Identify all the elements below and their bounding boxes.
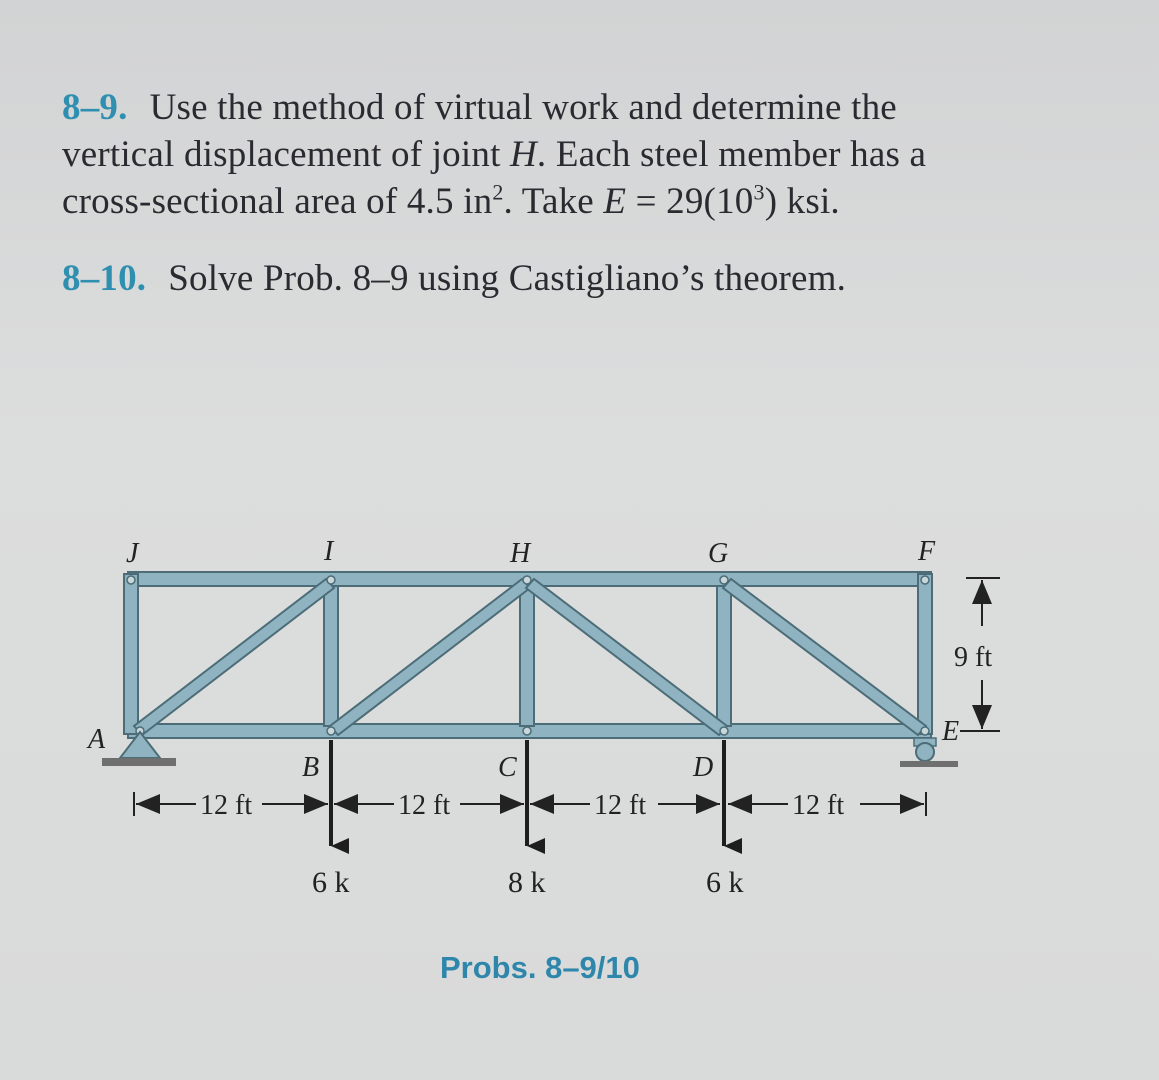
- vertical-member-CH: [520, 586, 534, 726]
- problem-text: = 29(10: [626, 181, 754, 222]
- joint-variable: H: [510, 134, 537, 175]
- problem-number: 8–9.: [62, 87, 128, 128]
- joint-label-A: A: [88, 724, 106, 755]
- height-label: 9 ft: [954, 642, 993, 673]
- span-label: 12 ft: [594, 790, 647, 821]
- point-loads: [331, 740, 724, 846]
- joint-label-J: J: [126, 538, 139, 569]
- vertical-member-DG: [717, 586, 731, 726]
- joint-label-C: C: [498, 752, 517, 783]
- joint-label-D: D: [693, 752, 714, 783]
- joint-label-I: I: [324, 536, 334, 567]
- problem-8-10: [62, 255, 1042, 302]
- diagonal-member-HD: [526, 579, 727, 735]
- modulus-variable: E: [603, 181, 627, 222]
- span-label: 12 ft: [200, 790, 253, 821]
- joint-label-H: H: [510, 538, 531, 569]
- figure-caption: Probs. 8–9/10: [440, 950, 640, 985]
- vertical-member-BI: [324, 586, 338, 726]
- joint-label-G: G: [708, 538, 729, 569]
- joint-label-E: E: [942, 716, 960, 747]
- span-label: 12 ft: [792, 790, 845, 821]
- problem-text: . Each steel member has a: [536, 134, 927, 175]
- diagonal-member-GE: [723, 579, 926, 735]
- diagonal-member-BH: [330, 579, 530, 735]
- exponent: 2: [492, 179, 504, 205]
- joint-label-F: F: [918, 536, 936, 567]
- problem-text: vertical displacement of joint: [62, 134, 510, 175]
- problem-8-10-line: [62, 255, 1042, 302]
- truss-figure: [0, 520, 1159, 1000]
- problem-8-9-line2: [62, 131, 1042, 178]
- load-label-D: 6 k: [706, 866, 744, 899]
- problem-text: Solve Prob. 8–9 using Castigliano’s theorem.: [168, 258, 847, 299]
- problem-text: ) ksi.: [764, 181, 840, 222]
- diagonal-member-AI: [134, 579, 334, 735]
- problem-text: cross-sectional area of 4.5 in: [62, 181, 493, 222]
- vertical-member-EF: [918, 574, 932, 734]
- load-label-C: 8 k: [508, 866, 546, 899]
- problem-number: 8–10.: [62, 258, 147, 299]
- vertical-member-AJ: [124, 574, 138, 734]
- joint-label-B: B: [302, 752, 320, 783]
- load-label-B: 6 k: [312, 866, 350, 899]
- problem-8-9-line1: [62, 84, 1042, 131]
- problem-8-9-line3: [62, 178, 1042, 225]
- problem-text: Use the method of virtual work and determine the: [149, 87, 897, 128]
- truss-members: [124, 572, 932, 738]
- problem-text: . Take: [503, 181, 604, 222]
- problem-8-9: [62, 84, 1042, 225]
- exponent: 3: [753, 179, 765, 205]
- span-label: 12 ft: [398, 790, 451, 821]
